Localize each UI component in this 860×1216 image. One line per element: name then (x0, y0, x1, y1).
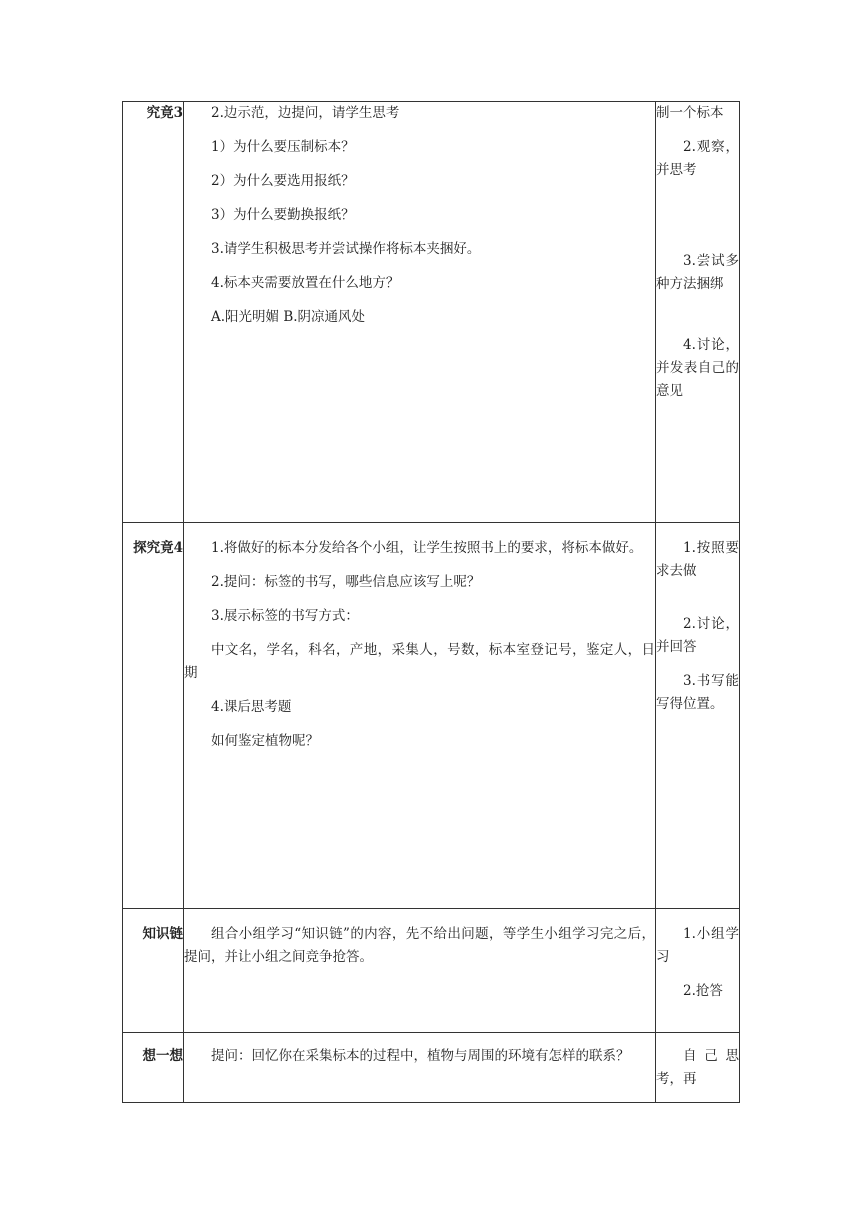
content-line: 2.边示范，边提问，请学生思考 (211, 105, 400, 121)
content-line: 如何鉴定植物呢？ (211, 733, 319, 749)
note-line: 自己思考，再 (656, 1048, 739, 1087)
row-label: 究竟3 (123, 102, 184, 523)
row-label-text: 探究竟4 (133, 540, 183, 556)
content-line: 组合小组学习“知识链”的内容，先不给出问题，等学生小组学习完之后，提问，并让小组之间竞争抢答。 (184, 926, 655, 965)
note-line: 4.讨论，并发表自己的意见 (656, 337, 739, 399)
note-line: 1.小组学习 (656, 926, 739, 965)
table-row (123, 909, 740, 1033)
row-label: 想一想 (123, 1033, 184, 1103)
content-line: 3.请学生积极思考并尝试操作将标本夹捆好。 (211, 241, 481, 257)
note-line: 3.书写能写得位置。 (656, 673, 739, 712)
content-line: 4.标本夹需要放置在什么地方？ (211, 275, 400, 291)
row-content (184, 102, 656, 523)
content-line: 3.展示标签的书写方式： (211, 608, 359, 624)
content-line: 4.课后思考题 (211, 699, 292, 715)
row-content (184, 1033, 656, 1103)
content-line: 1.将做好的标本分发给各个小组，让学生按照书上的要求，将标本做好。 (211, 540, 643, 556)
content-line: 提问：回忆你在采集标本的过程中，植物与周围的环境有怎样的联系？ (211, 1048, 630, 1064)
row-notes (656, 102, 740, 523)
row-label: 知识链 (123, 909, 184, 1033)
note-line: 2.观察，并思考 (656, 139, 739, 178)
content-line: 1）为什么要压制标本？ (211, 139, 355, 155)
row-content (184, 909, 656, 1033)
content-line: 2）为什么要选用报纸？ (211, 173, 355, 189)
note-line: 2.抢答 (683, 983, 723, 999)
note-line: 1.按照要求去做 (656, 540, 739, 579)
content-line: 2.提问：标签的书写，哪些信息应该写上呢？ (211, 574, 481, 590)
note-line: 3.尝试多种方法捆绑 (656, 253, 739, 292)
row-notes (656, 1033, 740, 1103)
row-notes (656, 909, 740, 1033)
table-row (123, 523, 740, 909)
lesson-plan-table (122, 101, 740, 1103)
content-line: A.阳光明媚 B.阴凉通风处 (211, 309, 366, 325)
row-label (123, 523, 184, 909)
table-row (123, 1033, 740, 1103)
row-notes (656, 523, 740, 909)
content-line: 中文名，学名，科名，产地，采集人，号数，标本室登记号，鉴定人，日期 (184, 642, 655, 681)
table-row (123, 102, 740, 523)
note-line: 2.讨论，并回答 (656, 616, 739, 655)
content-line: 3）为什么要勤换报纸？ (211, 207, 355, 223)
note-line: 制一个标本 (656, 105, 724, 121)
row-content (184, 523, 656, 909)
